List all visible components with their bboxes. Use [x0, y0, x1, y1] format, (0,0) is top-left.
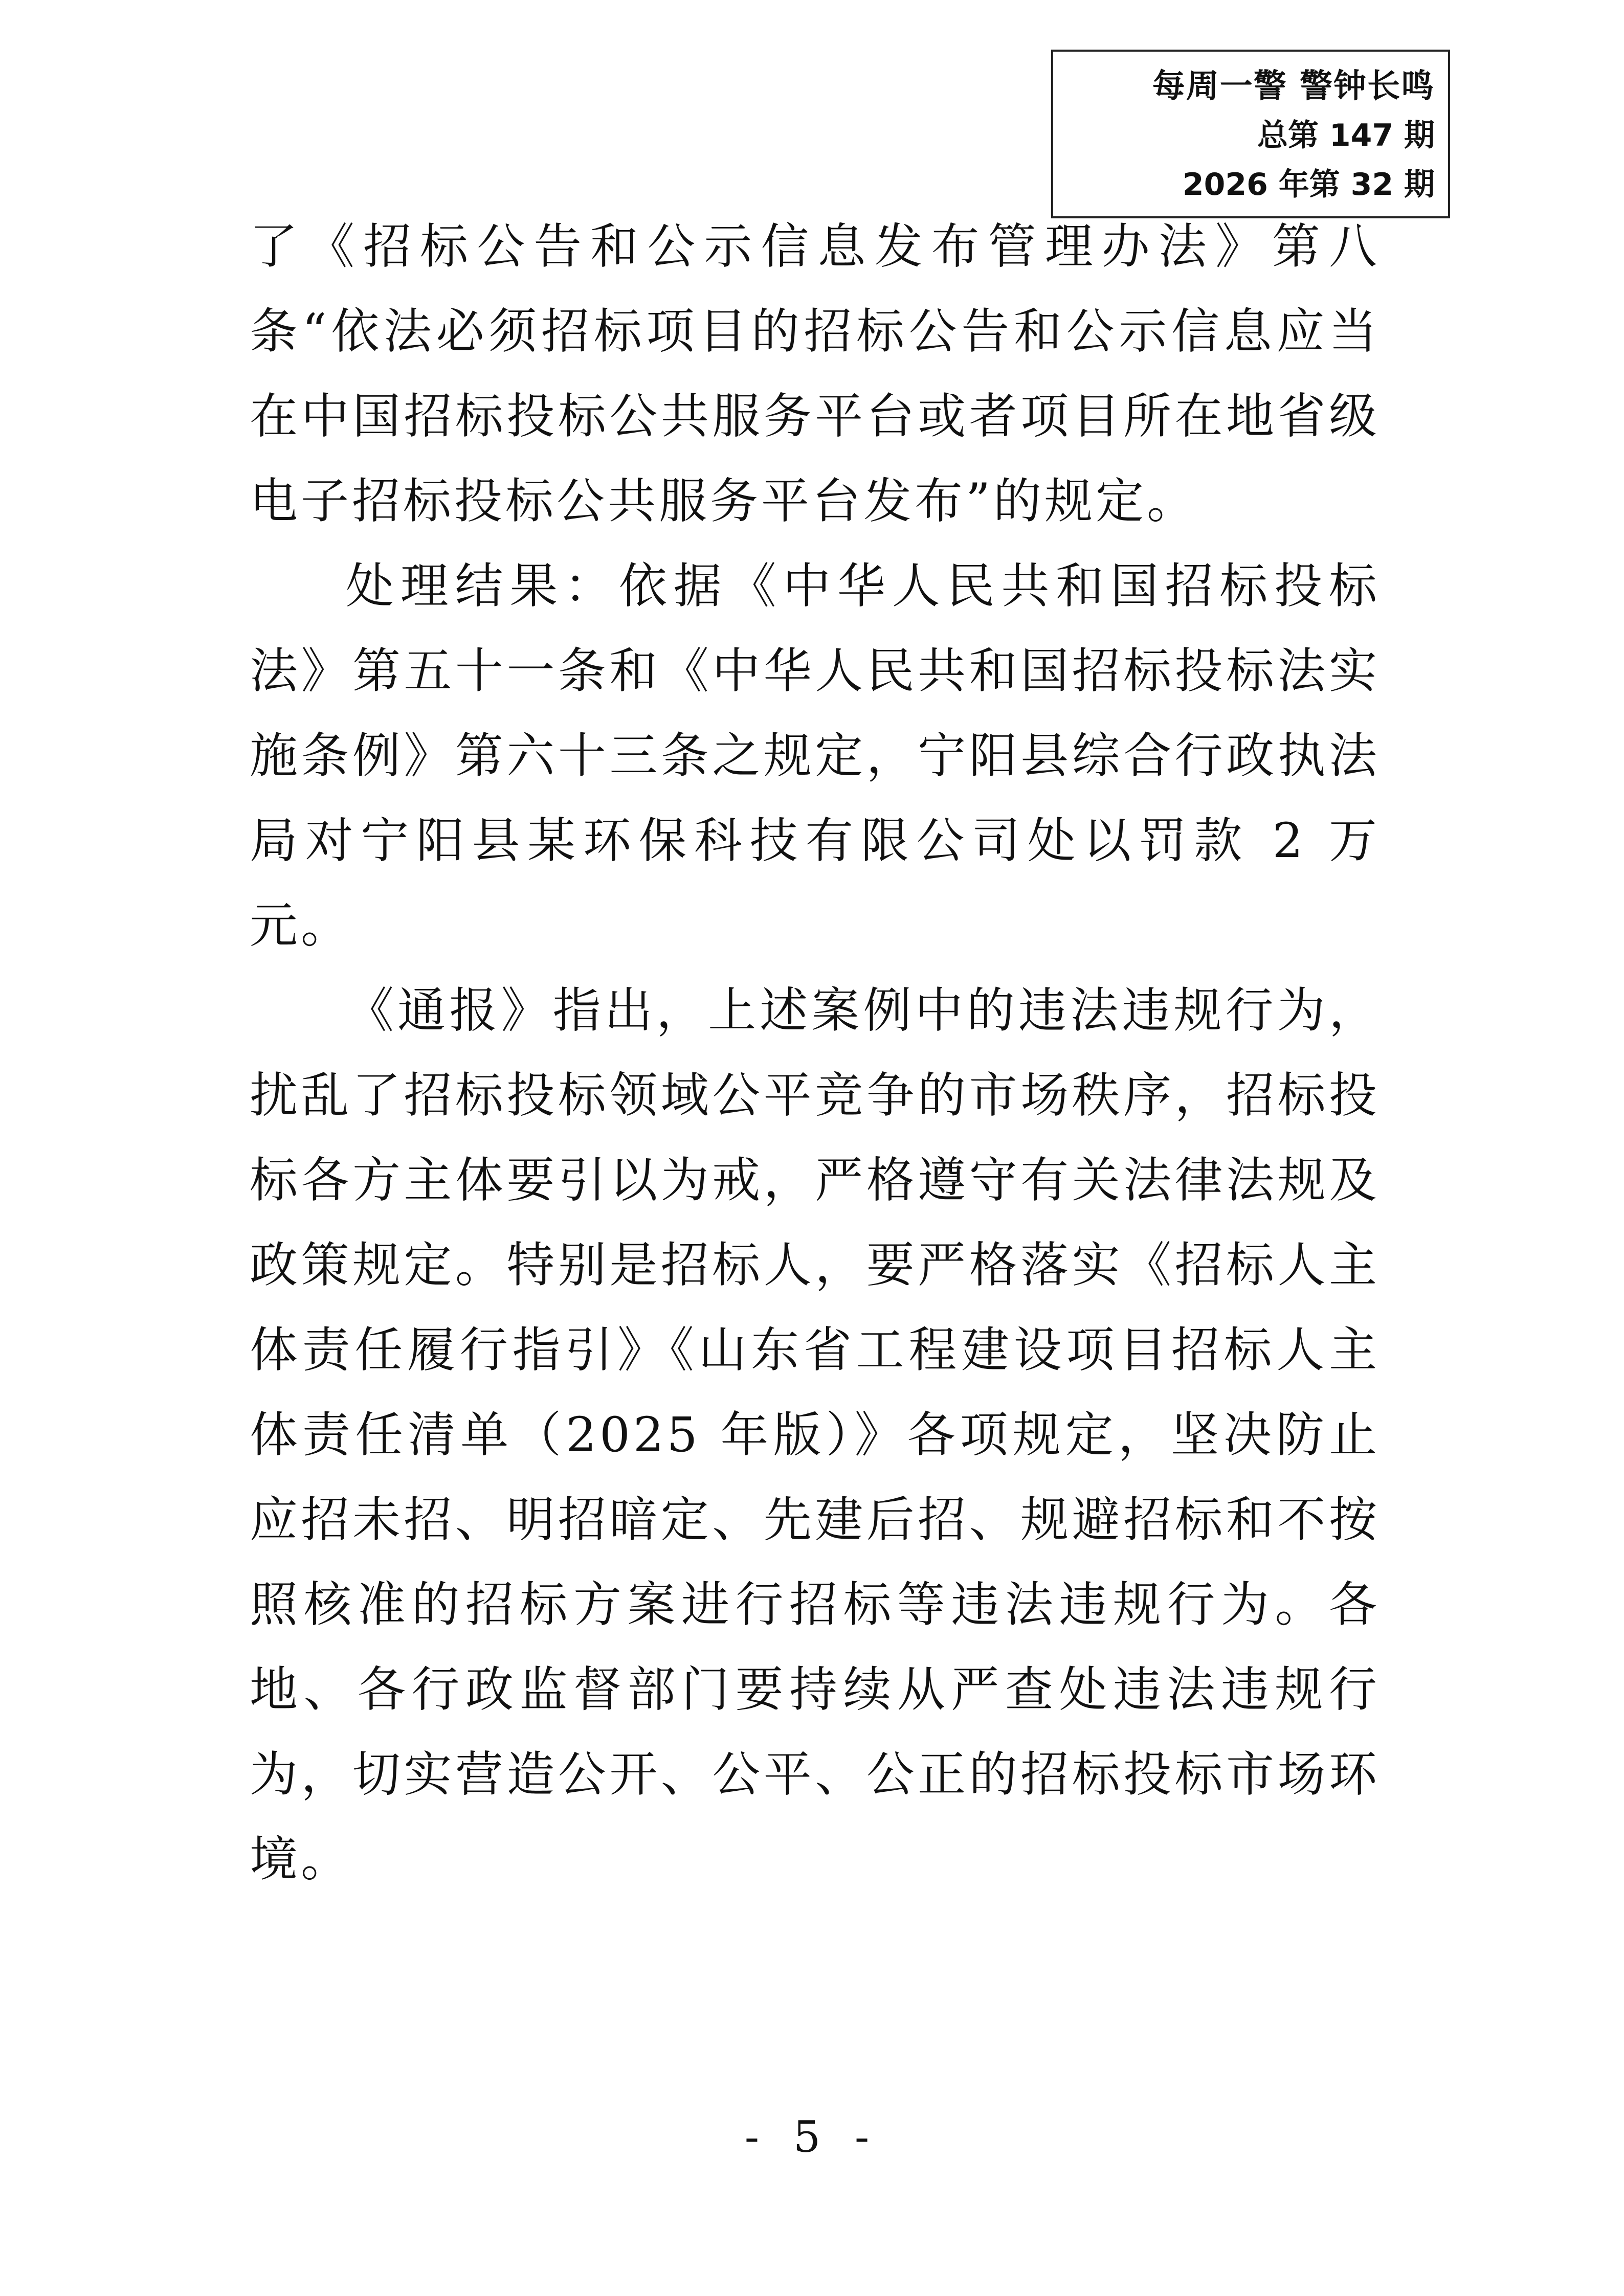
paragraph-2: 处理结果：依据《中华人民共和国招标投标法》第五十一条和《中华人民共和国招标投标法实施条例》第六十三条之规定，宁阳县综合行政执法局对宁阳县某环保科技有限公司处以罚款 2 万元。 [250, 558, 1380, 954]
issue-total-number: 总第 147 期 [1257, 118, 1435, 153]
issue-year-number: 2026 年第 32 期 [1182, 167, 1435, 202]
issue-header-box [1051, 50, 1450, 218]
document-body [250, 205, 1380, 1902]
paragraph-1: 了《招标公告和公示信息发布管理办法》第八条“依法必须招标项目的招标公告和公示信息应当在中国招标投标公共服务平台或者项目所在地省级电子招标投标公共服务平台发布”的规定。 [250, 219, 1380, 529]
bulletin-title: 每周一警 警钟长鸣 [1152, 67, 1435, 105]
paragraph-3: 《通报》指出，上述案例中的违法违规行为，扰乱了招标投标领域公平竞争的市场秩序，招标投标各方主体要引以为戒，严格遵守有关法律法规及政策规定。特别是招标人，要严格落实《招标人主体责任履行指引》《山东省工程建设项目招标人主体责任清单（2025 年版）》各项规定，坚决防止应招未招、明招暗定、先建后招、规避招标和不按照核准的招标方案进行招标等违法违规行为。各地、各行政监督部门要持续从严查处违法违规行为，切实营造公开、公平、公正的招标投标市场环境。 [250, 983, 1380, 1887]
page-number: - 5 - [744, 2112, 880, 2162]
